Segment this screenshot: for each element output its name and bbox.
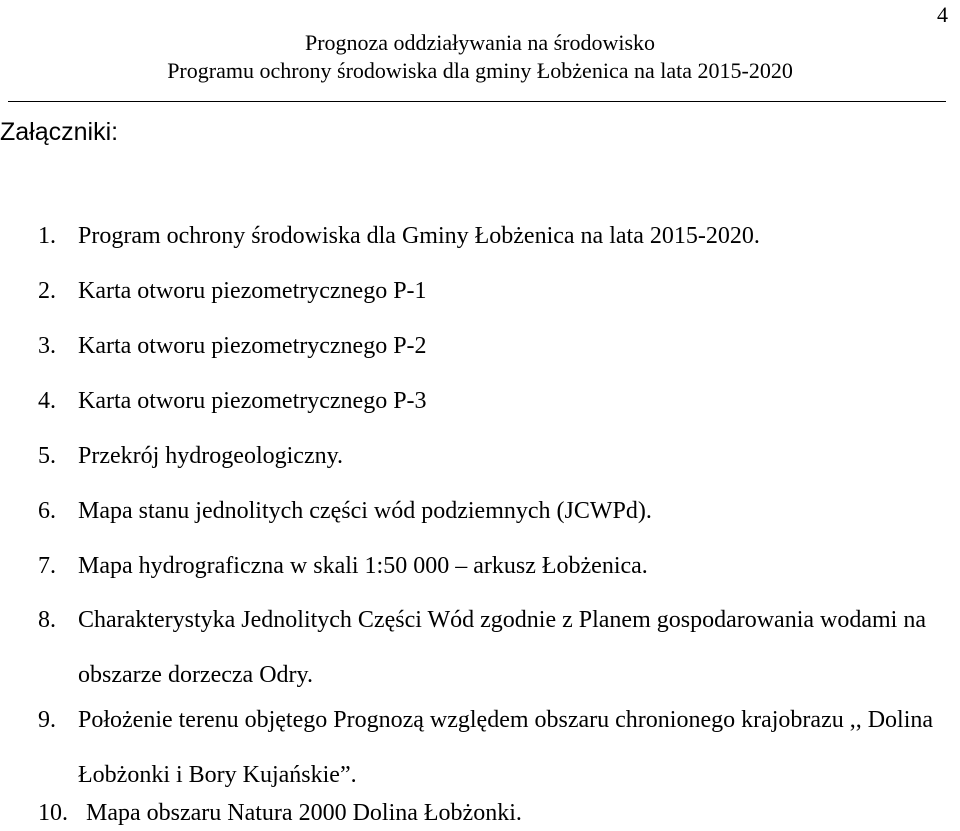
page-number: 4 [937,2,948,27]
list-item-number: 2. [38,278,56,304]
list-item-number: 4. [38,388,56,414]
list-item-text: Charakterystyka Jednolitych Części Wód zgodnie z Planem gospodarowania wodami na obszarze dorzecza Odry. [78,607,926,688]
list-item [38,493,938,529]
list-item-number: 6. [38,498,56,524]
list-item [38,548,938,584]
list-item-number: 3. [38,333,56,359]
header-divider [8,101,946,102]
list-item [38,593,938,703]
list-item-text: Karta otworu piezometrycznego P-1 [78,278,427,304]
list-item-text: Położenie terenu objętego Prognozą względem obszaru chronionego krajobrazu ,, Dolina Łobżonki i Bory Kujańskie”. [78,707,934,788]
list-item-text: Program ochrony środowiska dla Gminy Łobżenica na lata 2015-2020. [78,223,760,249]
list-item-text: Karta otworu piezometrycznego P-2 [78,333,427,359]
list-item-number: 7. [38,553,56,579]
list-item-text: Karta otworu piezometrycznego P-3 [78,388,427,414]
list-item-text: Mapa stanu jednolitych części wód podziemnych (JCWPd). [78,498,652,524]
attachments-list [38,218,938,831]
list-item [38,328,938,364]
document-header [0,28,960,86]
list-item-number: 10. [38,800,68,826]
list-item [38,218,938,254]
list-item-number: 1. [38,223,56,249]
list-item-text: Przekrój hydrogeologiczny. [78,443,344,469]
list-item [38,795,938,831]
list-item [38,693,938,803]
list-item-number: 8. [38,607,56,633]
header-title-line-2: Programu ochrony środowiska dla gminy Łobżenica na lata 2015-2020 [167,58,793,83]
list-item-text: Mapa obszaru Natura 2000 Dolina Łobżonki. [86,800,522,826]
list-item [38,383,938,419]
list-item [38,273,938,309]
header-title-line-1: Prognoza oddziaływania na środowisko [304,30,656,55]
list-item [38,438,938,474]
list-item-number: 9. [38,707,56,733]
attachments-heading: Załączniki: [0,118,119,146]
list-item-number: 5. [38,443,56,469]
list-item-text: Mapa hydrograficzna w skali 1:50 000 – arkusz Łobżenica. [78,553,648,579]
